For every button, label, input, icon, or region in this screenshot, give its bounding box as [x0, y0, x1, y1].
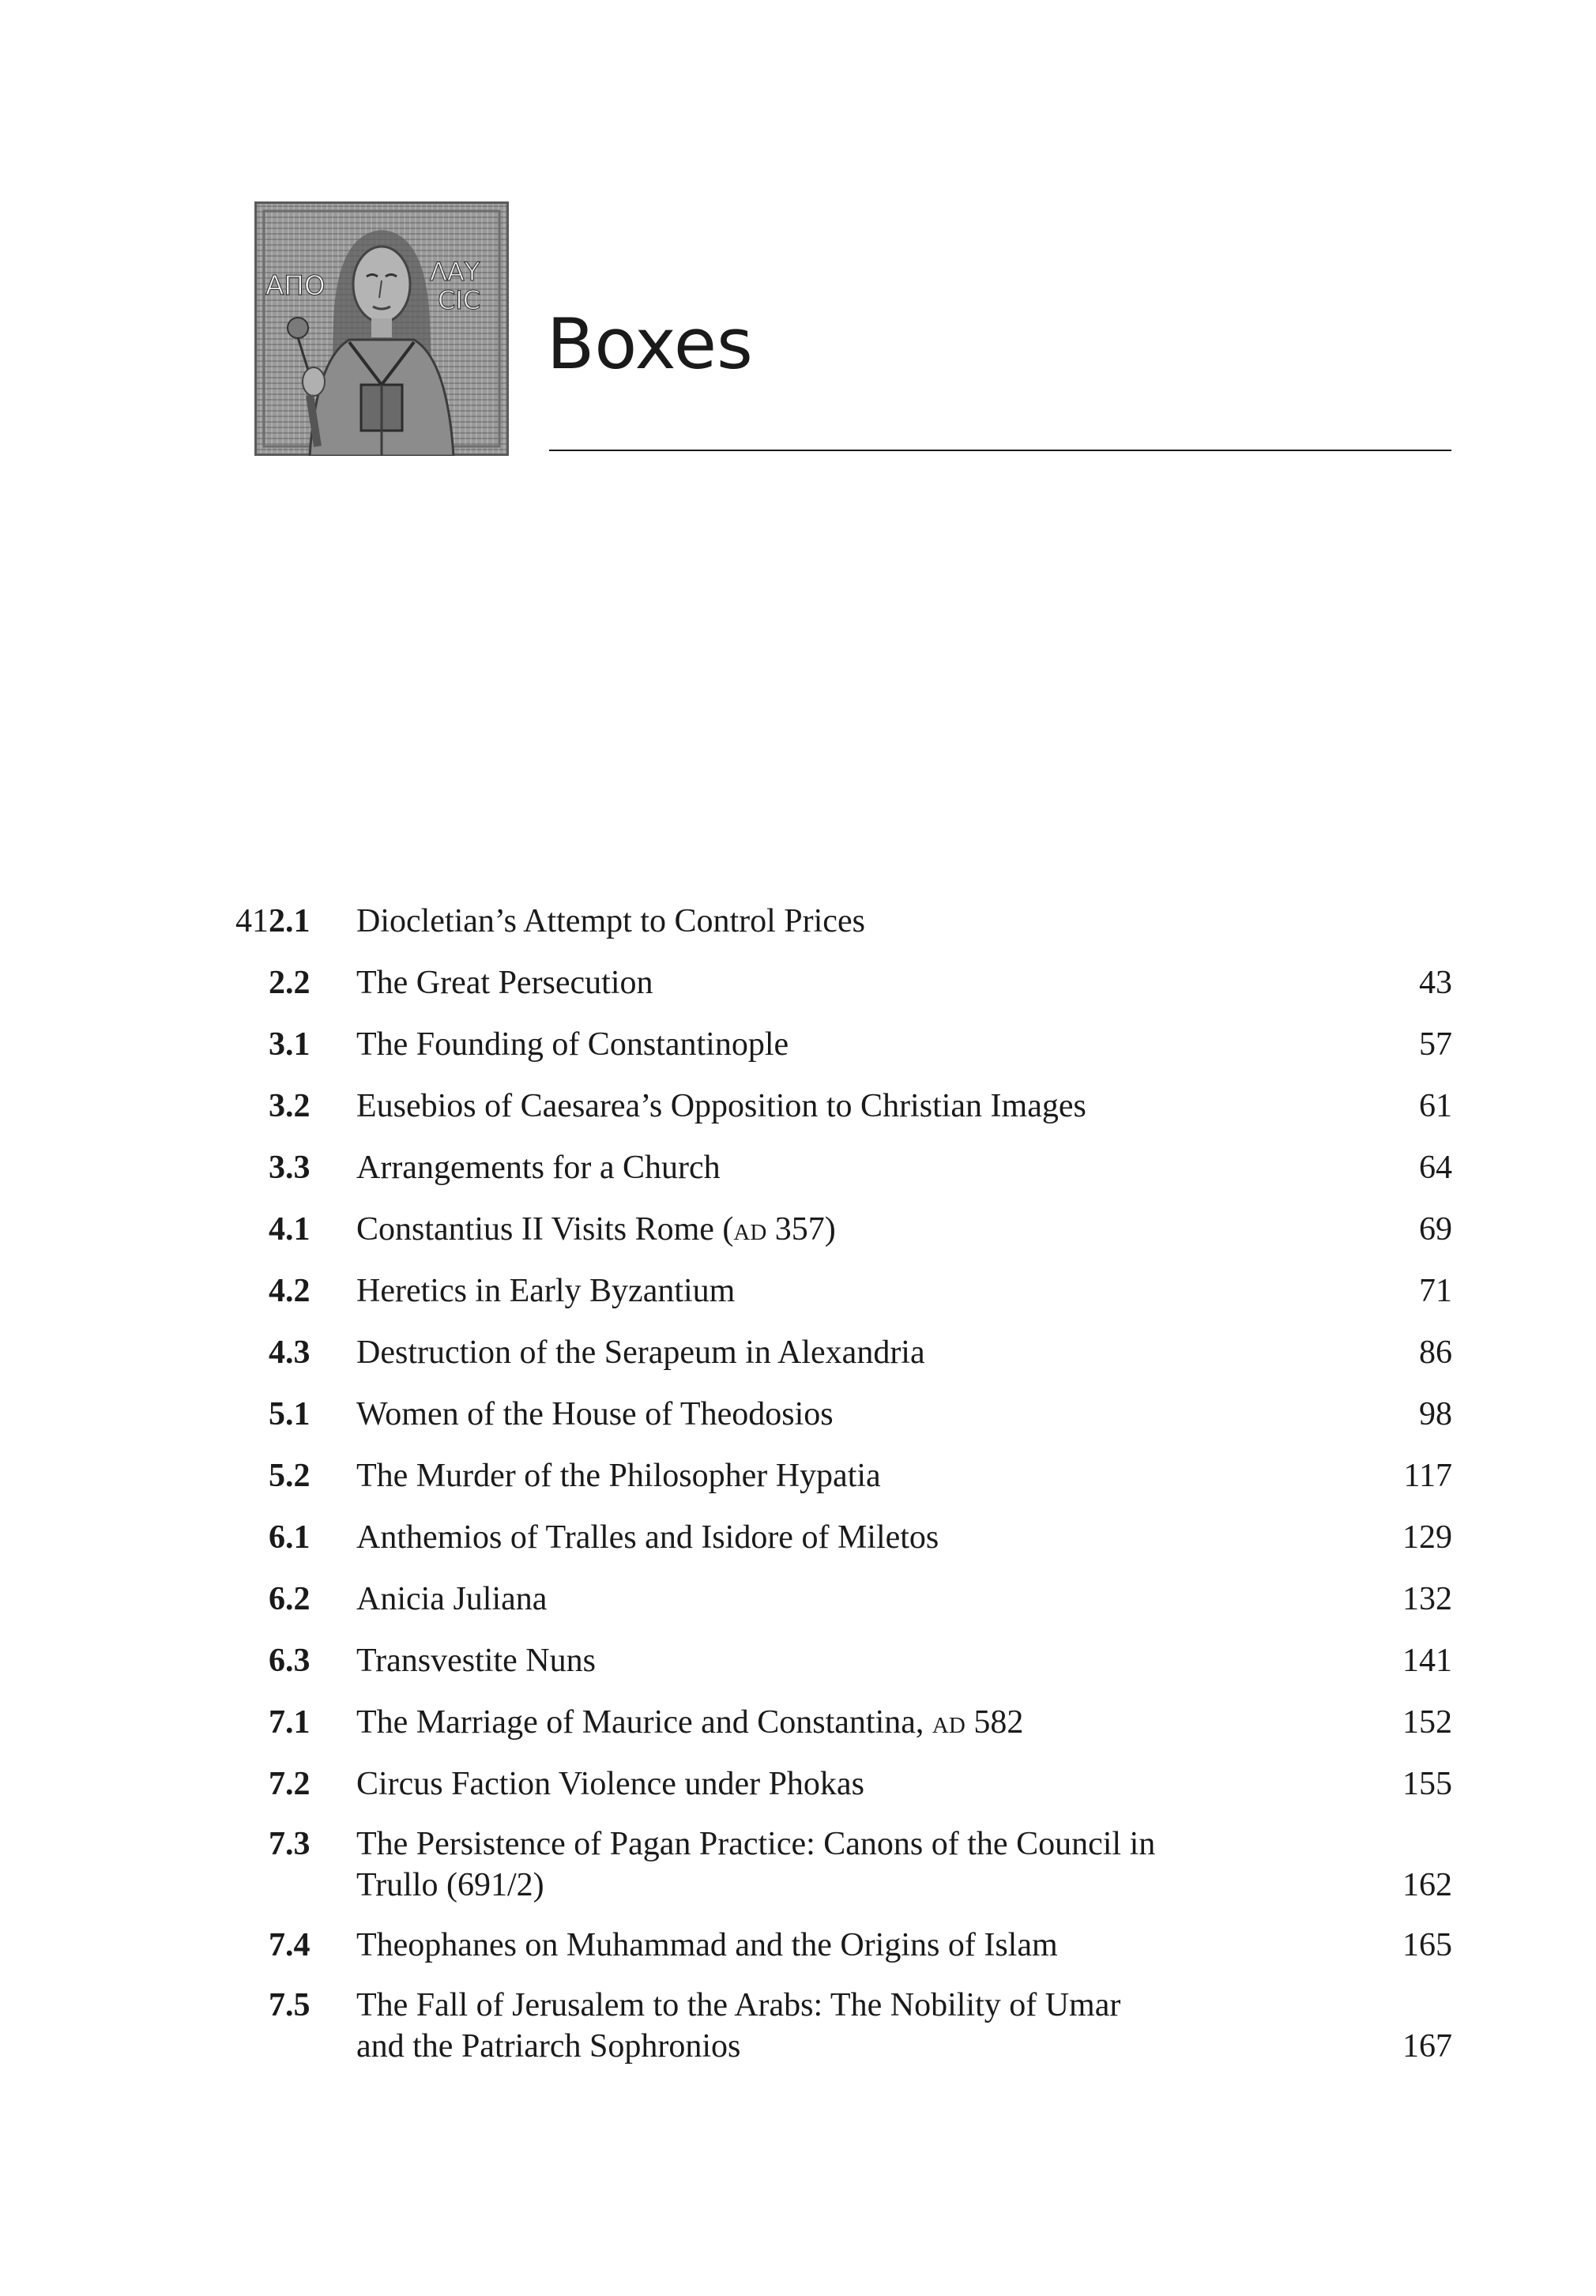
box-number: 4.3 [269, 1334, 311, 1371]
box-page-number: 57 [1419, 1026, 1452, 1063]
mosaic-inscription-left: ΑΠΟ [265, 270, 326, 302]
box-title: Heretics in Early Byzantium [356, 1273, 736, 1309]
box-title: Theophanes on Muhammad and the Origins of Islam [356, 1927, 1058, 1963]
box-title-part: 357) [766, 1211, 836, 1248]
box-title: Anthemios of Tralles and Isidore of Miletos [356, 1519, 939, 1556]
box-title-line: The Persistence of Pagan Practice: Canons of the Council in [356, 1826, 1156, 1862]
mosaic-inscription-right-line2: CIC [438, 285, 481, 315]
box-title: The Murder of the Philosopher Hypatia [356, 1458, 881, 1494]
box-title: Women of the House of Theodosios [356, 1396, 834, 1432]
box-number: 7.4 [269, 1927, 311, 1963]
box-title-part: Constantius II Visits Rome ( [356, 1211, 734, 1248]
box-title: The Great Persecution [356, 965, 653, 1001]
box-number: 2.1 [269, 903, 311, 939]
box-number: 2.2 [269, 965, 311, 1001]
mosaic-inscription-right-line1: ΛΑΥ [430, 257, 480, 287]
title-divider [549, 450, 1451, 451]
box-title: Arrangements for a Church [356, 1150, 721, 1186]
box-page-number: 129 [1402, 1519, 1452, 1556]
box-title [356, 1985, 1320, 2067]
box-title-line: The Fall of Jerusalem to the Arabs: The Nobility of Umar [356, 1987, 1121, 2023]
box-number: 6.2 [269, 1581, 311, 1617]
box-title [356, 1824, 1320, 1906]
box-title: Destruction of the Serapeum in Alexandria [356, 1334, 925, 1371]
box-page-number: 117 [1403, 1458, 1452, 1494]
box-number: 6.3 [269, 1643, 311, 1679]
box-title [356, 1209, 1320, 1250]
era-abbreviation: ad [733, 1211, 767, 1248]
box-title: Circus Faction Violence under Phokas [356, 1766, 864, 1802]
box-title-line: and the Patriarch Sophronios [356, 2028, 741, 2065]
box-page-number: 41 [235, 903, 269, 939]
box-title-line: Trullo (691/2) [356, 1867, 544, 1903]
box-title: Diocletian’s Attempt to Control Prices [356, 903, 865, 939]
mosaic-figure-illustration [254, 201, 509, 456]
box-number: 6.1 [269, 1519, 311, 1556]
box-number: 3.2 [269, 1088, 311, 1124]
chapter-mosaic-image [254, 201, 509, 456]
box-number: 4.2 [269, 1273, 311, 1309]
box-page-number: 141 [1402, 1643, 1452, 1679]
era-abbreviation: ad [932, 1704, 966, 1741]
box-page-number: 167 [1402, 2028, 1452, 2065]
box-page-number: 132 [1402, 1581, 1452, 1617]
box-page-number: 152 [1402, 1704, 1452, 1741]
box-number: 7.3 [269, 1826, 311, 1862]
box-page-number: 64 [1419, 1150, 1452, 1186]
box-number: 5.2 [269, 1458, 311, 1494]
box-page-number: 155 [1402, 1766, 1452, 1802]
box-page-number: 162 [1402, 1867, 1452, 1903]
box-title: Transvestite Nuns [356, 1643, 596, 1679]
box-title: The Founding of Constantinople [356, 1026, 789, 1063]
box-title-part: 582 [965, 1704, 1024, 1741]
box-title-part: The Marriage of Maurice and Constantina, [356, 1704, 932, 1741]
box-page-number: 69 [1419, 1211, 1452, 1248]
box-page-number: 165 [1402, 1927, 1452, 1963]
box-number: 4.1 [269, 1211, 311, 1248]
page-title: Boxes [547, 303, 753, 385]
box-page-number: 86 [1419, 1334, 1452, 1371]
box-number: 7.2 [269, 1766, 311, 1802]
box-page-number: 43 [1419, 965, 1452, 1001]
box-page-number: 61 [1419, 1088, 1452, 1124]
box-number: 3.1 [269, 1026, 311, 1063]
box-page-number: 71 [1419, 1273, 1452, 1309]
box-number: 3.3 [269, 1150, 311, 1186]
box-title [356, 1702, 1320, 1743]
box-number: 7.1 [269, 1704, 311, 1741]
box-number: 5.1 [269, 1396, 311, 1432]
box-title: Eusebios of Caesarea’s Opposition to Christian Images [356, 1088, 1086, 1124]
box-number: 7.5 [269, 1987, 311, 2023]
box-title: Anicia Juliana [356, 1581, 548, 1617]
box-page-number: 98 [1419, 1396, 1452, 1432]
